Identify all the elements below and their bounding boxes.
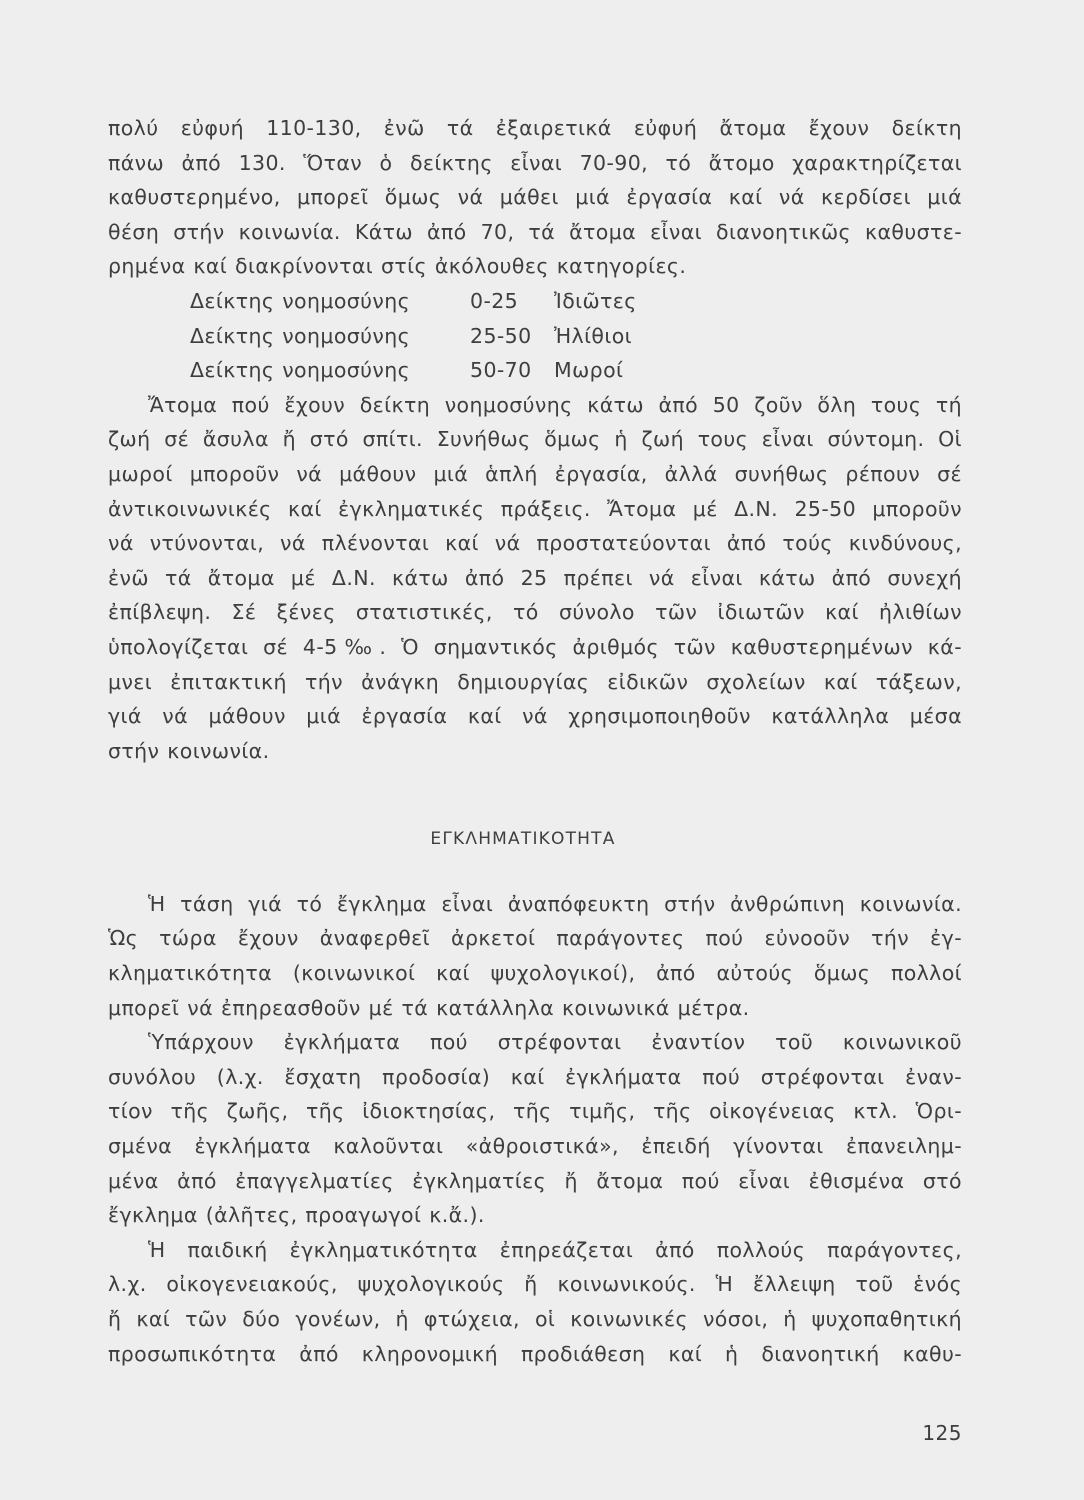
iq-classification-table xyxy=(108,284,962,388)
text-line: ἐπίβλεψη. Σέ ξένες στατιστικές, τό σύνολο τῶν ἰδιωτῶν καί ἠλιθίων xyxy=(108,600,962,625)
text-line: ἀντικοινωνικές καί ἐγκληματικές πράξεις. Ἄτομα μέ Δ.Ν. 25-50 μποροῦν xyxy=(108,496,962,521)
iq-category: Ἠλίθιοι xyxy=(554,323,632,348)
iq-row xyxy=(108,319,962,354)
text-line: νά ντύνονται, νά πλένονται καί νά προστατεύονται ἀπό τούς κινδύνους, xyxy=(108,531,962,556)
text-line: Ὡς τώρα ἔχουν ἀναφερθεῖ ἀρκετοί παράγοντες πού εὐνοοῦν τήν ἐγ- xyxy=(108,926,962,951)
text-line: τίον τῆς ζωῆς, τῆς ἰδιοκτησίας, τῆς τιμῆς, τῆς οἰκογένειας κτλ. Ὁρι- xyxy=(108,1099,962,1124)
text-line: Ἡ τάση γιά τό ἔγκλημα εἶναι ἀναπόφευκτη στήν ἀνθρώπινη κοινωνία. xyxy=(148,891,962,916)
text-line: Ἄτομα πού ἔχουν δείκτη νοημοσύνης κάτω ἀπό 50 ζοῦν ὅλη τους τή xyxy=(148,392,962,417)
page-body xyxy=(108,111,962,1371)
text-line: ἤ καί τῶν δύο γονέων, ἡ φτώχεια, οἱ κοινωνικές νόσοι, ἡ ψυχοπαθητική xyxy=(108,1307,962,1331)
text-line: μνει ἐπιτακτική τήν ἀνάγκη δημιουργίας εἰδικῶν σχολείων καί τάξεων, xyxy=(108,669,962,694)
text-line: Ἡ παιδική ἐγκληματικότητα ἐπηρεάζεται ἀπό πολλούς παράγοντες, xyxy=(148,1237,962,1262)
text-line: ἔγκλημα (ἀλῆτες, προαγωγοί κ.ἄ.). xyxy=(108,1203,485,1228)
iq-label: Δείκτης νοημοσύνης xyxy=(190,288,411,313)
text-line: λ.χ. οἰκογενειακούς, ψυχολογικούς ἤ κοινωνικούς. Ἡ ἔλλειψη τοῦ ἑνός xyxy=(108,1272,962,1297)
text-line: μένα ἀπό ἐπαγγελματίες ἐγκληματίες ἤ ἄτομα πού εἶναι ἐθισμένα στό xyxy=(108,1168,962,1193)
text-line: κληματικότητα (κοινωνικοί καί ψυχολογικοί), ἀπό αὐτούς ὅμως πολλοί xyxy=(108,961,962,986)
text-line: πολύ εὐφυή 110-130, ἐνῶ τά ἐξαιρετικά εὐφυή ἄτομα ἔχουν δείκτη xyxy=(108,116,962,140)
iq-category: Μωροί xyxy=(554,358,624,383)
text-line: Ὑπάρχουν ἐγκλήματα πού στρέφονται ἐναντίον τοῦ κοινωνικοῦ xyxy=(148,1030,962,1055)
iq-range: 25-50 xyxy=(470,323,532,348)
text-line: καθυστερημένο, μπορεῖ ὅμως νά μάθει μιά ἐργασία καί νά κερδίσει μιά xyxy=(108,185,962,210)
page-number: 125 xyxy=(922,1421,962,1445)
text-line: σμένα ἐγκλήματα καλοῦνται «ἀθροιστικά», ἐπειδή γίνονται ἐπανειλημ- xyxy=(108,1134,962,1159)
crime-paragraph-1 xyxy=(108,887,962,1025)
intelligence-paragraph xyxy=(108,111,962,284)
low-iq-paragraph xyxy=(108,388,962,769)
iq-row xyxy=(108,353,962,388)
text-line: μπορεῖ νά ἐπηρεασθοῦν μέ τά κατάλληλα κοινωνικά μέτρα. xyxy=(108,995,750,1020)
crime-paragraph-3 xyxy=(108,1233,962,1371)
text-line: γιά νά μάθουν μιά ἐργασία καί νά χρησιμοποιηθοῦν κατάλληλα μέσα xyxy=(108,704,962,729)
iq-range: 0-25 xyxy=(470,288,519,313)
text-line: μωροί μποροῦν νά μάθουν μιά ἁπλή ἐργασία, ἀλλά συνήθως ρέπουν σέ xyxy=(108,461,962,486)
iq-label: Δείκτης νοημοσύνης xyxy=(190,358,411,383)
iq-label: Δείκτης νοημοσύνης xyxy=(190,323,411,348)
iq-category: Ἰδιῶτες xyxy=(554,288,637,313)
text-line: ζωή σέ ἄσυλα ἤ στό σπίτι. Συνήθως ὅμως ἡ ζωή τους εἶναι σύντομη. Οἱ xyxy=(108,427,962,452)
iq-range: 50-70 xyxy=(470,358,532,383)
text-line: ἐνῶ τά ἄτομα μέ Δ.Ν. κάτω ἀπό 25 πρέπει νά εἶναι κάτω ἀπό συνεχή xyxy=(108,565,962,590)
text-line: συνόλου (λ.χ. ἔσχατη προδοσία) καί ἐγκλήματα πού στρέφονται ἐναν- xyxy=(108,1064,962,1089)
text-line: στήν κοινωνία. xyxy=(108,738,270,763)
crime-paragraph-2 xyxy=(108,1025,962,1233)
text-line: προσωπικότητα ἀπό κληρονομική προδιάθεση καί ἡ διανοητική καθυ- xyxy=(108,1341,962,1366)
text-line: πάνω ἀπό 130. Ὅταν ὁ δείκτης εἶναι 70-90, τό ἄτομο χαρακτηρίζεται xyxy=(108,150,962,175)
iq-row xyxy=(108,284,962,319)
text-line: ὑπολογίζεται σέ 4-5‰. Ὁ σημαντικός ἀριθμός τῶν καθυστερημένων κά- xyxy=(108,634,962,659)
text-line: ρημένα καί διακρίνονται στίς ἀκόλουθες κατηγορίες. xyxy=(108,254,687,279)
section-heading: ΕΓΚΛΗΜΑΤΙΚΟΤΗΤΑ xyxy=(430,829,616,850)
text-line: θέση στήν κοινωνία. Κάτω ἀπό 70, τά ἄτομα εἶναι διανοητικῶς καθυστε- xyxy=(108,219,962,244)
